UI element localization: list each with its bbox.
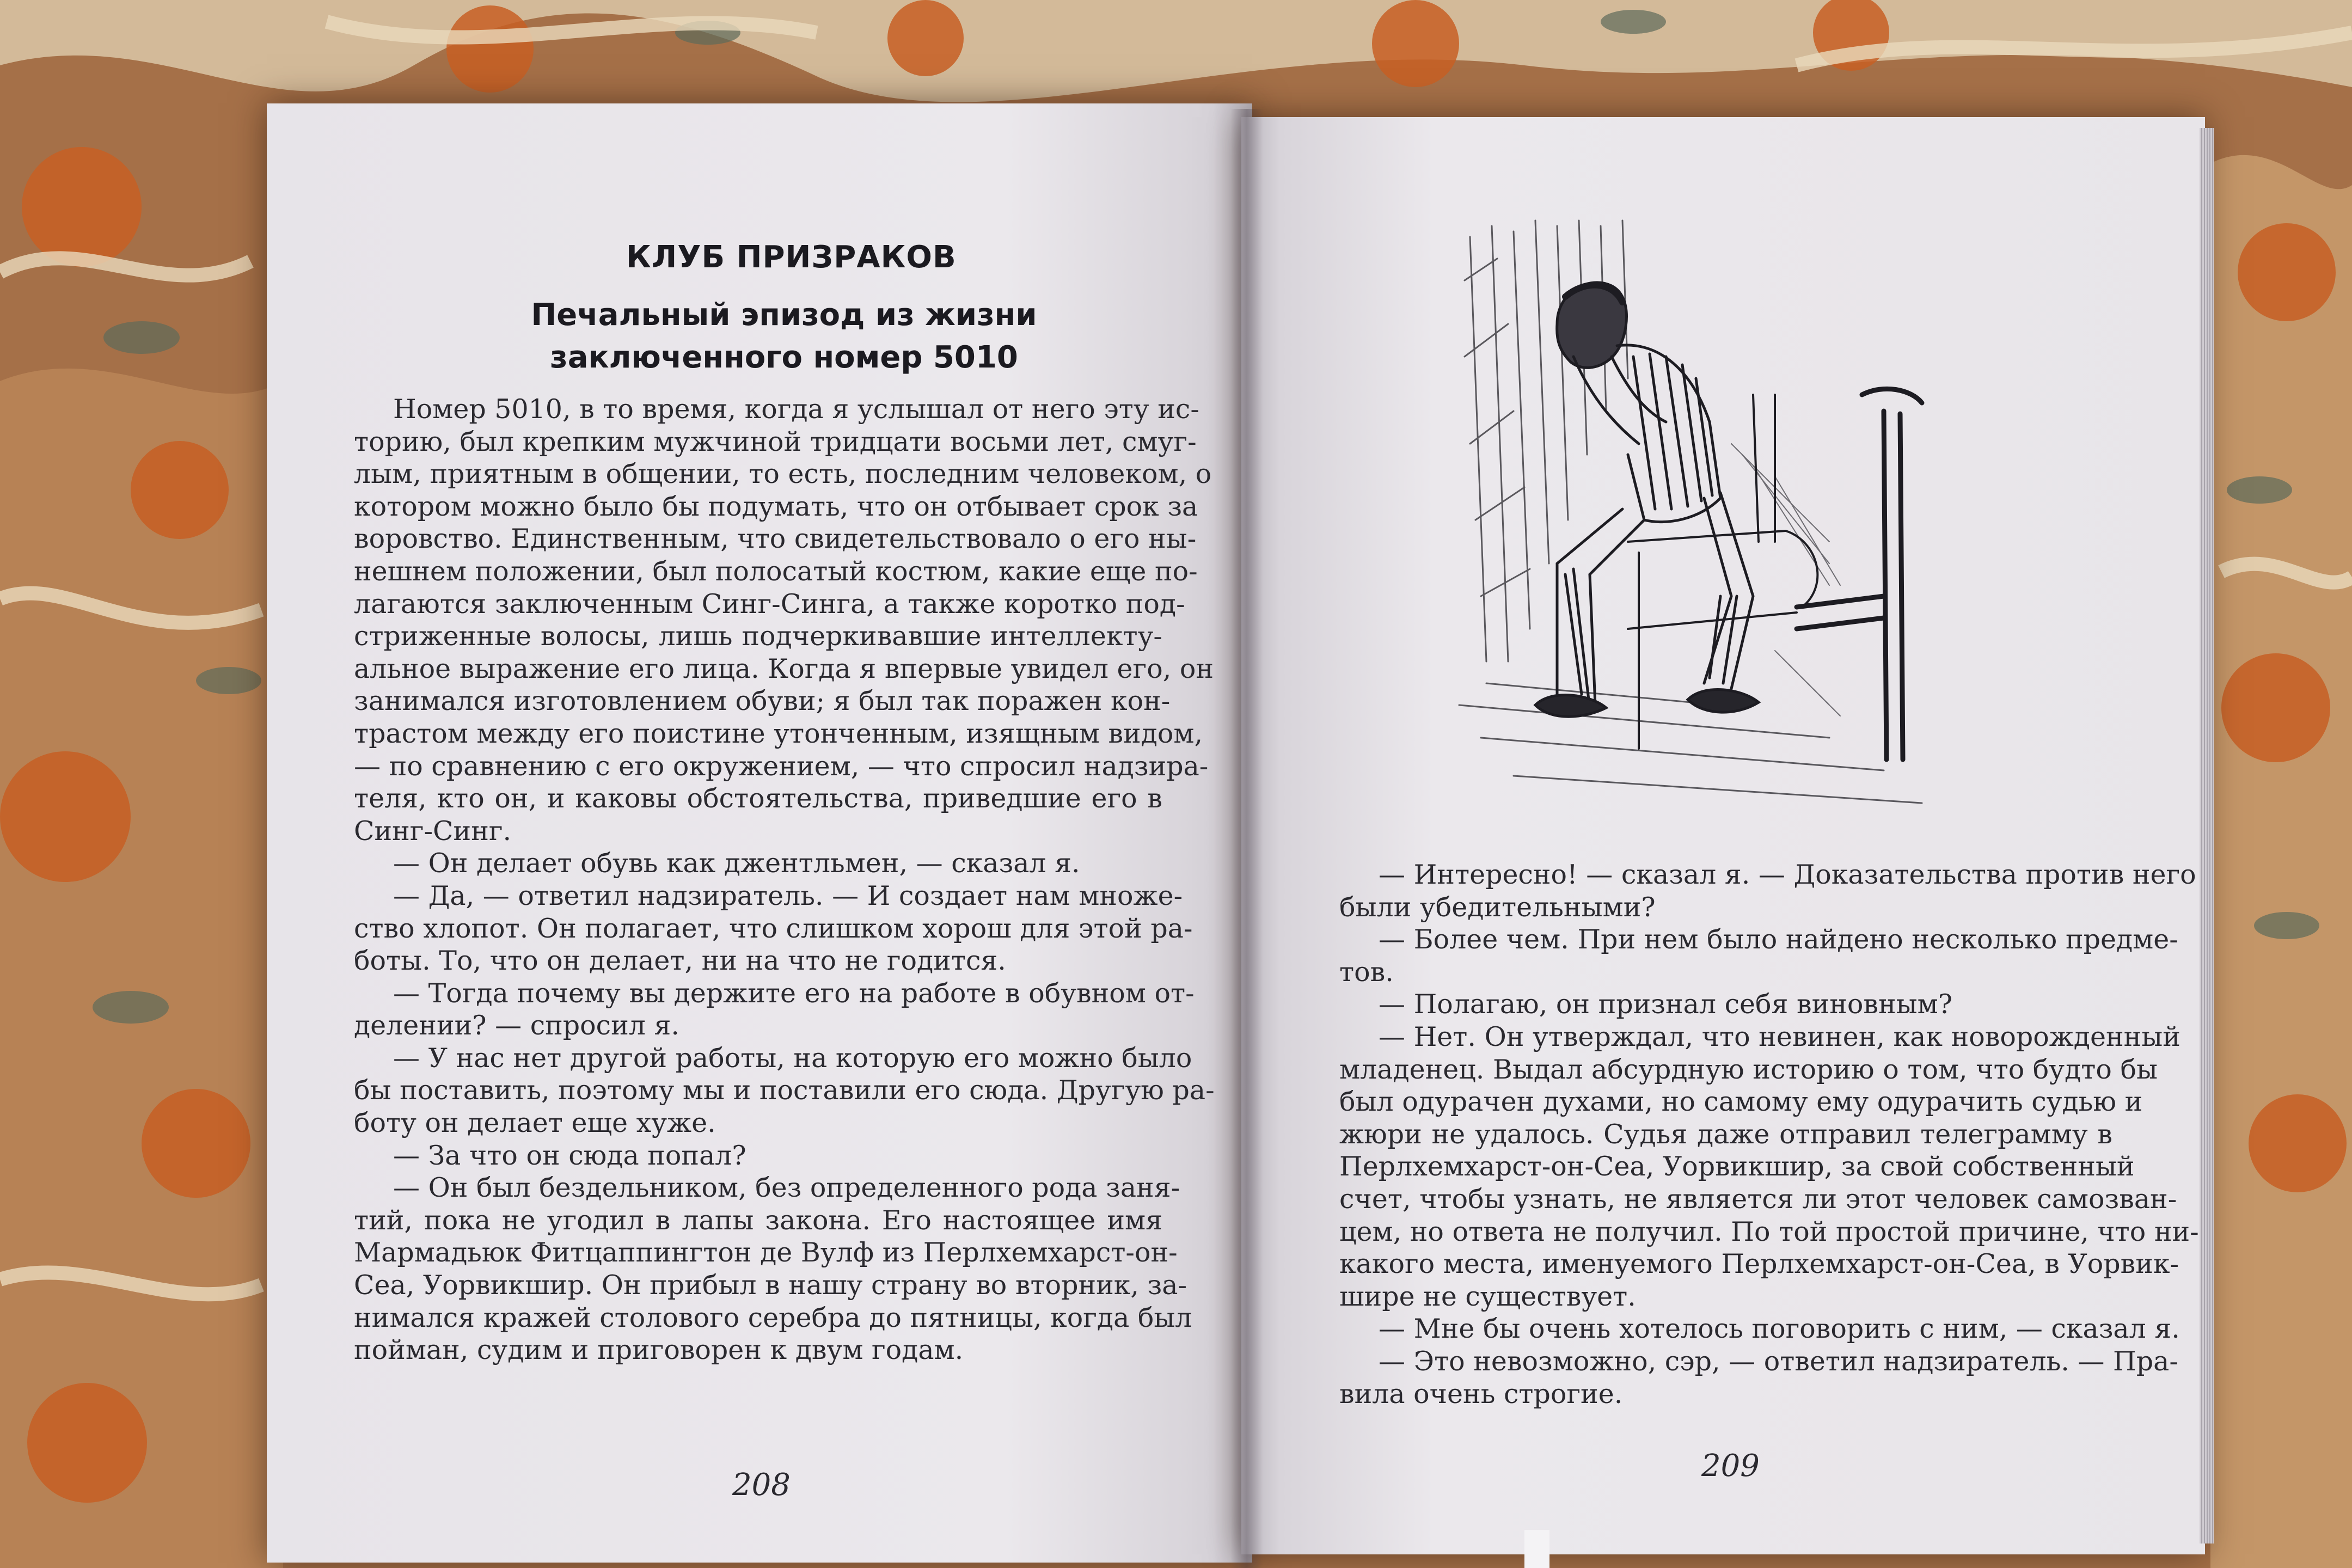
right-page-text (1339, 859, 2199, 1410)
text-line: — Мне бы очень хотелось поговорить с ним, — сказал я. (1379, 1313, 2180, 1345)
bookmark-ribbon (1524, 1530, 1549, 1568)
page-number-left: 208 (732, 1467, 791, 1503)
text-line: альное выражение его лица. Когда я впервые увидел его, он (354, 653, 1214, 684)
text-line: бы поставить, поэтому мы и поставили его сюда. Другую ра- (354, 1075, 1215, 1106)
page-edges (2200, 128, 2214, 1543)
text-line: теля, кто он, и каковы обстоятельства, приведшие его в (354, 783, 1162, 814)
text-line: Синг-Синг. (354, 815, 512, 847)
text-line: — Интересно! — сказал я. — Доказательства против него (1379, 859, 2196, 890)
text-line: трастом между его поистине утонченным, изящным видом, (354, 718, 1203, 749)
text-line: Номер 5010, в то время, когда я услышал от него эту ис- (393, 394, 1199, 425)
text-line: цем, но ответа не получил. По той простой причине, что ни- (1339, 1216, 2199, 1247)
text-line: пойман, судим и приговорен к двум годам. (354, 1334, 964, 1366)
book-gutter (1230, 109, 1263, 1568)
text-line: Перлхемхарст-он-Сеа, Уорвикшир, за свой собственный (1339, 1151, 2135, 1183)
text-line: нимался кражей столового серебра до пятницы, когда был (354, 1302, 1192, 1333)
left-page-text (354, 393, 1215, 1367)
text-line: — Тогда почему вы держите его на работе в обувном от- (393, 977, 1195, 1009)
chapter-subtitle: Печальный эпизод из жизни заключенного номер 5010 (531, 297, 1037, 375)
text-line: воровство. Единственным, что свидетельствовало о его ны- (354, 523, 1197, 555)
text-line: вила очень строгие. (1339, 1378, 1623, 1410)
text-line: были убедительными? (1339, 891, 1656, 923)
text-line: — по сравнению с его окружением, — что спросил надзира- (354, 750, 1209, 782)
text-line: торию, был крепким мужчиной тридцати восьми лет, смуг- (354, 426, 1197, 457)
text-line: боту он делает еще хуже. (354, 1107, 716, 1139)
text-line: ство хлопот. Он полагает, что слишком хорош для этой ра- (354, 912, 1193, 944)
text-line: — Он был бездельником, без определенного рода заня- (393, 1172, 1180, 1204)
text-line: тов. (1339, 956, 1394, 988)
text-line: — Полагаю, он признал себя виновным? (1379, 989, 1953, 1020)
text-line: котором можно было бы подумать, что он отбывает срок за (354, 491, 1198, 522)
chapter-title: КЛУБ ПРИЗРАКОВ (626, 240, 957, 275)
text-line: лым, приятным в общении, то есть, последним человеком, о (354, 458, 1212, 490)
text-line: был одурачен духами, но самому ему одурачить судью и (1339, 1086, 2143, 1118)
text-line: жюри не удалось. Судья даже отправил телеграмму в (1339, 1118, 2112, 1150)
text-line: — За что он сюда попал? (393, 1140, 746, 1171)
prisoner-illustration (1448, 215, 1998, 819)
text-line: — Это невозможно, сэр, — ответил надзиратель. — Пра- (1379, 1345, 2178, 1377)
text-line: — Да, — ответил надзиратель. — И создает нам множе- (393, 880, 1183, 911)
text-line: делении? — спросил я. (354, 1010, 679, 1042)
text-line: шире не существует. (1339, 1281, 1636, 1312)
text-line: Мармадьюк Фитцаппингтон де Вулф из Перлхемхарст-он- (354, 1237, 1178, 1269)
text-line: тий, пока не угодил в лапы закона. Его настоящее имя (354, 1204, 1162, 1236)
text-line: лагаются заключенным Синг-Синга, а также коротко под- (354, 588, 1185, 620)
text-line: — Он делает обувь как джентльмен, — сказал я. (393, 848, 1080, 879)
text-line: счет, чтобы узнать, не является ли этот человек самозван- (1339, 1183, 2177, 1215)
page-number-right: 209 (1701, 1448, 1760, 1484)
text-line: какого места, именуемого Перлхемхарст-он-Сеа, в Уорвик- (1339, 1248, 2179, 1280)
text-line: — У нас нет другой работы, на которую его можно было (393, 1042, 1192, 1074)
text-line: — Нет. Он утверждал, что невинен, как новорожденный (1379, 1021, 2180, 1052)
text-line: младенец. Выдал абсурдную историю о том, что будто бы (1339, 1054, 2158, 1085)
text-line: стриженные волосы, лишь подчеркивавшие интеллекту- (354, 621, 1162, 652)
text-line: нешнем положении, был полосатый костюм, какие еще по- (354, 555, 1198, 587)
text-line: боты. То, что он делает, ни на что не годится. (354, 945, 1006, 977)
text-line: Сеа, Уорвикшир. Он прибыл в нашу страну во вторник, за- (354, 1270, 1187, 1301)
text-line: — Более чем. При нем было найдено несколько предме- (1379, 924, 2178, 955)
text-line: занимался изготовлением обуви; я был так поражен кон- (354, 685, 1171, 717)
